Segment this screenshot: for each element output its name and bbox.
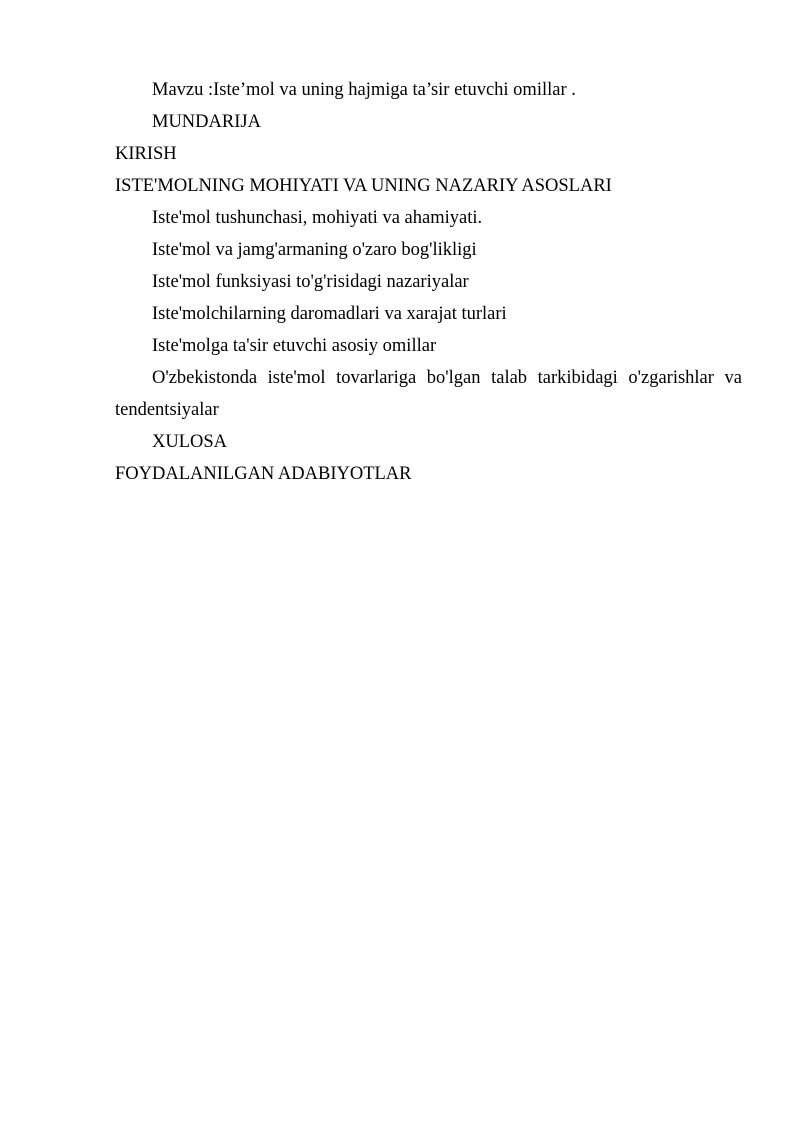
chapter-title: ISTE'MOLNING MOHIYATI VA UNING NAZARIY ASOSLARI [115, 176, 612, 196]
toc-section-1: Iste'mol tushunchasi, mohiyati va ahamiyati. [152, 208, 483, 228]
toc-heading: MUNDARIJA [152, 112, 261, 132]
toc-section-5: Iste'molga ta'sir etuvchi asosiy omillar [152, 336, 437, 356]
toc-section-4: Iste'molchilarning daromadlari va xarajat turlari [152, 304, 507, 324]
table-of-contents [115, 74, 742, 490]
toc-item-intro: KIRISH [115, 144, 177, 164]
toc-section-3: Iste'mol funksiyasi to'g'risidagi nazariyalar [152, 272, 469, 292]
toc-section-2: Iste'mol va jamg'armaning o'zaro bog'likligi [152, 240, 477, 260]
toc-section-6: O'zbekistonda iste'mol tovarlariga bo'lgan talab tarkibidagi o'zgarishlar va tendentsiyalar [115, 368, 742, 420]
toc-item-references: FOYDALANILGAN ADABIYOTLAR [115, 464, 412, 484]
toc-item-conclusion: XULOSA [152, 432, 228, 452]
topic-line: Mavzu :Iste’mol va uning hajmiga ta’sir etuvchi omillar . [152, 80, 576, 100]
